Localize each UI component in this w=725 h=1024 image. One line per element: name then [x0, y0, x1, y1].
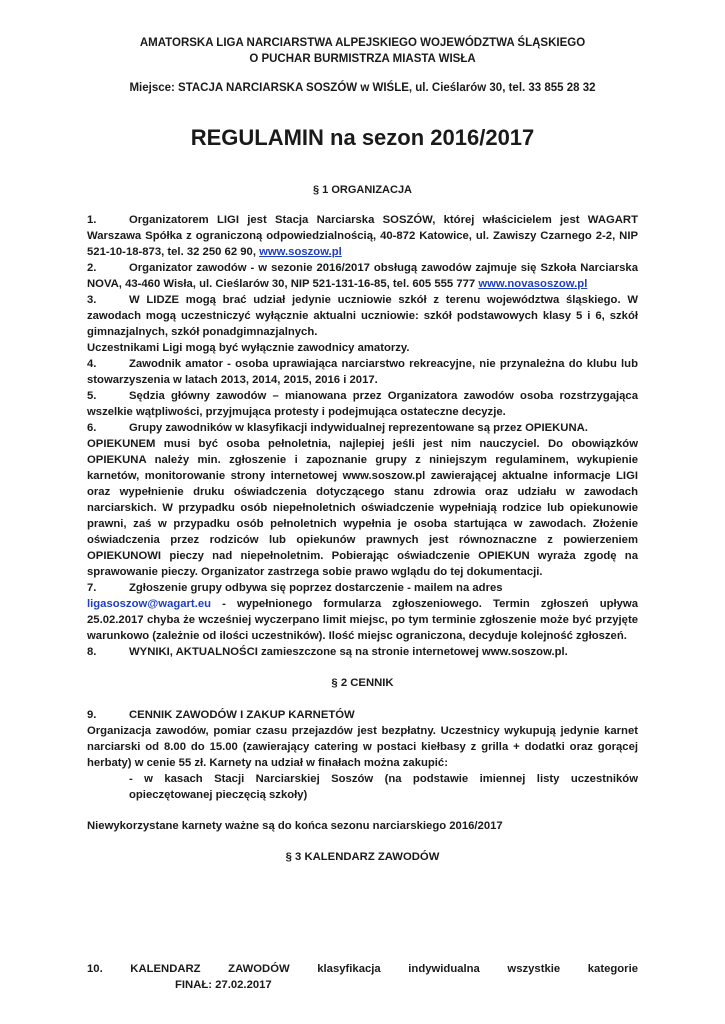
soszow-link[interactable]: www.soszow.pl: [259, 246, 342, 258]
paragraph-number: 2.: [87, 262, 97, 274]
paragraph-1: [87, 212, 638, 260]
paragraph-10: [87, 961, 638, 993]
paragraph-number: 4.: [87, 358, 97, 370]
tickets-note: Niewykorzystane karnety ważne są do końca sezonu narciarskiego 2016/2017: [87, 819, 503, 832]
location-line: Miejsce: STACJA NARCIARSKA SOSZÓW w WIŚLE, ul. Cieślarów 30, tel. 33 855 28 32: [129, 82, 596, 94]
paragraph-6-extra: OPIEKUNEM musi być osoba pełnoletnia, najlepiej jeśli jest nim nauczyciel. Do obowiązków OPIEKUNA należy min. zgłoszenie i zapoznanie grupy z niniejszym regulaminem, wykupienie karnetów, monitorowanie strony internetowej www.soszow.pl zawierającej aktualne informacje LIGI oraz wypełnienie druku oświadczenia dotyczącego stanu zdrowia oraz udziału w zawodach narciarskich. W przypadku osób niepełnoletnich oświadczenie wypełniają rodzice lub opiekunowie prawni, zaś w przypadku osób pełnoletnich wypełnia je osoba startująca w zawodach. Złożenie oświadczenia przez rodziców lub opiekunów prawnych jest równoznaczne z powierzeniem OPIEKUNOWI pieczy nad niepełnoletnim. Pobierając oświadczenie OPIEKUN wyraża zgodę na sprawowanie pieczy. Organizator zastrzega sobie prawo wglądu do tej dokumentacji.: [87, 438, 638, 578]
paragraph-text: Sędzia główny zawodów – mianowana przez Organizatora zawodów osoba rozstrzygająca wszelkie wątpliwości, przyjmująca protesty i podejmująca ostateczne decyzje.: [87, 390, 638, 418]
paragraph-4: [87, 356, 638, 388]
p10-word: klasyfikacja: [317, 963, 381, 975]
paragraph-7: [87, 580, 638, 596]
section-3-heading: § 3 KALENDARZ ZAWODÓW: [285, 851, 440, 864]
paragraph-number: 3.: [87, 294, 97, 306]
section-2-heading: § 2 CENNIK: [331, 677, 394, 690]
paragraph-9-text: Organizacja zawodów, pomiar czasu przejazdów jest bezpłatny. Uczestnicy wykupują jedynie karnet narciarski od 8.00 do 15.00 (zawierający catering w postaci kiełbasy z grilla + dodatki oraz gorącej herbaty) w cenie 55 zł. Karnety na udział w finałach można zakupić:: [87, 724, 638, 769]
paragraph-8: [87, 644, 638, 660]
page-title: REGULAMIN na sezon 2016/2017: [190, 125, 535, 150]
paragraph-6: [87, 420, 638, 436]
paragraph-number: 7.: [87, 582, 97, 594]
p10-word: ZAWODÓW: [228, 963, 290, 975]
paragraph-3: [87, 292, 638, 340]
p10-word: KALENDARZ: [130, 963, 201, 975]
paragraph-number: 8.: [87, 646, 97, 658]
novasoszow-link[interactable]: www.novasoszow.pl: [478, 278, 588, 290]
paragraph-3-extra: Uczestnikami Ligi mogą być wyłącznie zawodnicy amatorzy.: [87, 342, 410, 354]
paragraph-text: Zawodnik amator - osoba uprawiająca narciarstwo rekreacyjne, nie przynależna do klubu lub stowarzyszenia w latach 2013, 2014, 2015, 2016 i 2017.: [87, 358, 638, 386]
paragraph-7-cont: [87, 596, 638, 644]
email-link[interactable]: ligasoszow@wagart.eu: [87, 598, 212, 610]
paragraph-number: 1.: [87, 214, 97, 226]
paragraph-10-line: [87, 961, 638, 977]
p10-word: wszystkie: [507, 963, 561, 975]
league-title: AMATORSKA LIGA NARCIARSTWA ALPEJSKIEGO WOJEWÓDZTWA ŚLĄSKIEGO: [139, 37, 586, 49]
paragraph-number: 10.: [87, 963, 103, 975]
cup-title: O PUCHAR BURMISTRZA MIASTA WISŁA: [249, 53, 476, 65]
paragraph-text: Organizatorem LIGI jest Stacja Narciarska SOSZÓW, której właścicielem jest WAGART Warszawa Spółka z ograniczoną odpowiedzialnością, 40-872 Katowice, ul. Zawiszy Czarnego 2-2, NIP 521-10-18-873, tel. 32 250 62 90,: [87, 214, 638, 258]
paragraph-text: Zgłoszenie grupy odbywa się poprzez dostarczenie - mailem na adres: [129, 582, 503, 594]
paragraph-text: WYNIKI, AKTUALNOŚCI zamieszczone są na stronie internetowej www.soszow.pl.: [129, 646, 568, 658]
paragraph-9-bullet: - w kasach Stacji Narciarskiej Soszów (na podstawie imiennej listy uczestników opieczętowanej pieczęcią szkoły): [129, 772, 638, 801]
p10-word: indywidualna: [408, 963, 480, 975]
paragraph-text: Organizator zawodów - w sezonie 2016/2017 obsługą zawodów zajmuje się Szkoła Narciarska NOVA, 43-460 Wisła, ul. Cieślarów 30, NIP 521-131-16-85, tel. 605 555 777: [87, 262, 638, 290]
paragraph-title: CENNIK ZAWODÓW I ZAKUP KARNETÓW: [129, 708, 355, 721]
regulation-body: [87, 212, 638, 865]
section-1-heading: § 1 ORGANIZACJA: [312, 184, 413, 196]
paragraph-text: W LIDZE mogą brać udział jedynie uczniowie szkół z terenu województwa śląskiego. W zawodach mogą uczestniczyć wyłącznie aktualni uczniowie: szkół podstawowych klasy 5 i 6, szkół gimnazjalnych, szkół ponadgimnazjalnych.: [87, 294, 638, 338]
final-date: FINAŁ: 27.02.2017: [175, 979, 272, 991]
paragraph-text: Grupy zawodników w klasyfikacji indywidualnej reprezentowane są przez OPIEKUNA.: [129, 422, 588, 434]
paragraph-2: [87, 260, 638, 292]
paragraph-number: 5.: [87, 390, 97, 402]
paragraph-text: - wypełnionego formularza zgłoszeniowego. Termin zgłoszeń upływa 25.02.2017 chyba że wcześniej wyczerpano limit miejsc, po tym terminie zgłoszenie może być przyjęte warunkowo (zależnie od ilości uczestników). Ilość miejsc ograniczona, decyduje kolejność zgłoszeń.: [87, 598, 638, 642]
paragraph-5: [87, 388, 638, 420]
paragraph-9: [87, 707, 638, 723]
paragraph-number: 9.: [87, 708, 97, 721]
paragraph-number: 6.: [87, 422, 97, 434]
p10-word: kategorie: [587, 963, 638, 975]
